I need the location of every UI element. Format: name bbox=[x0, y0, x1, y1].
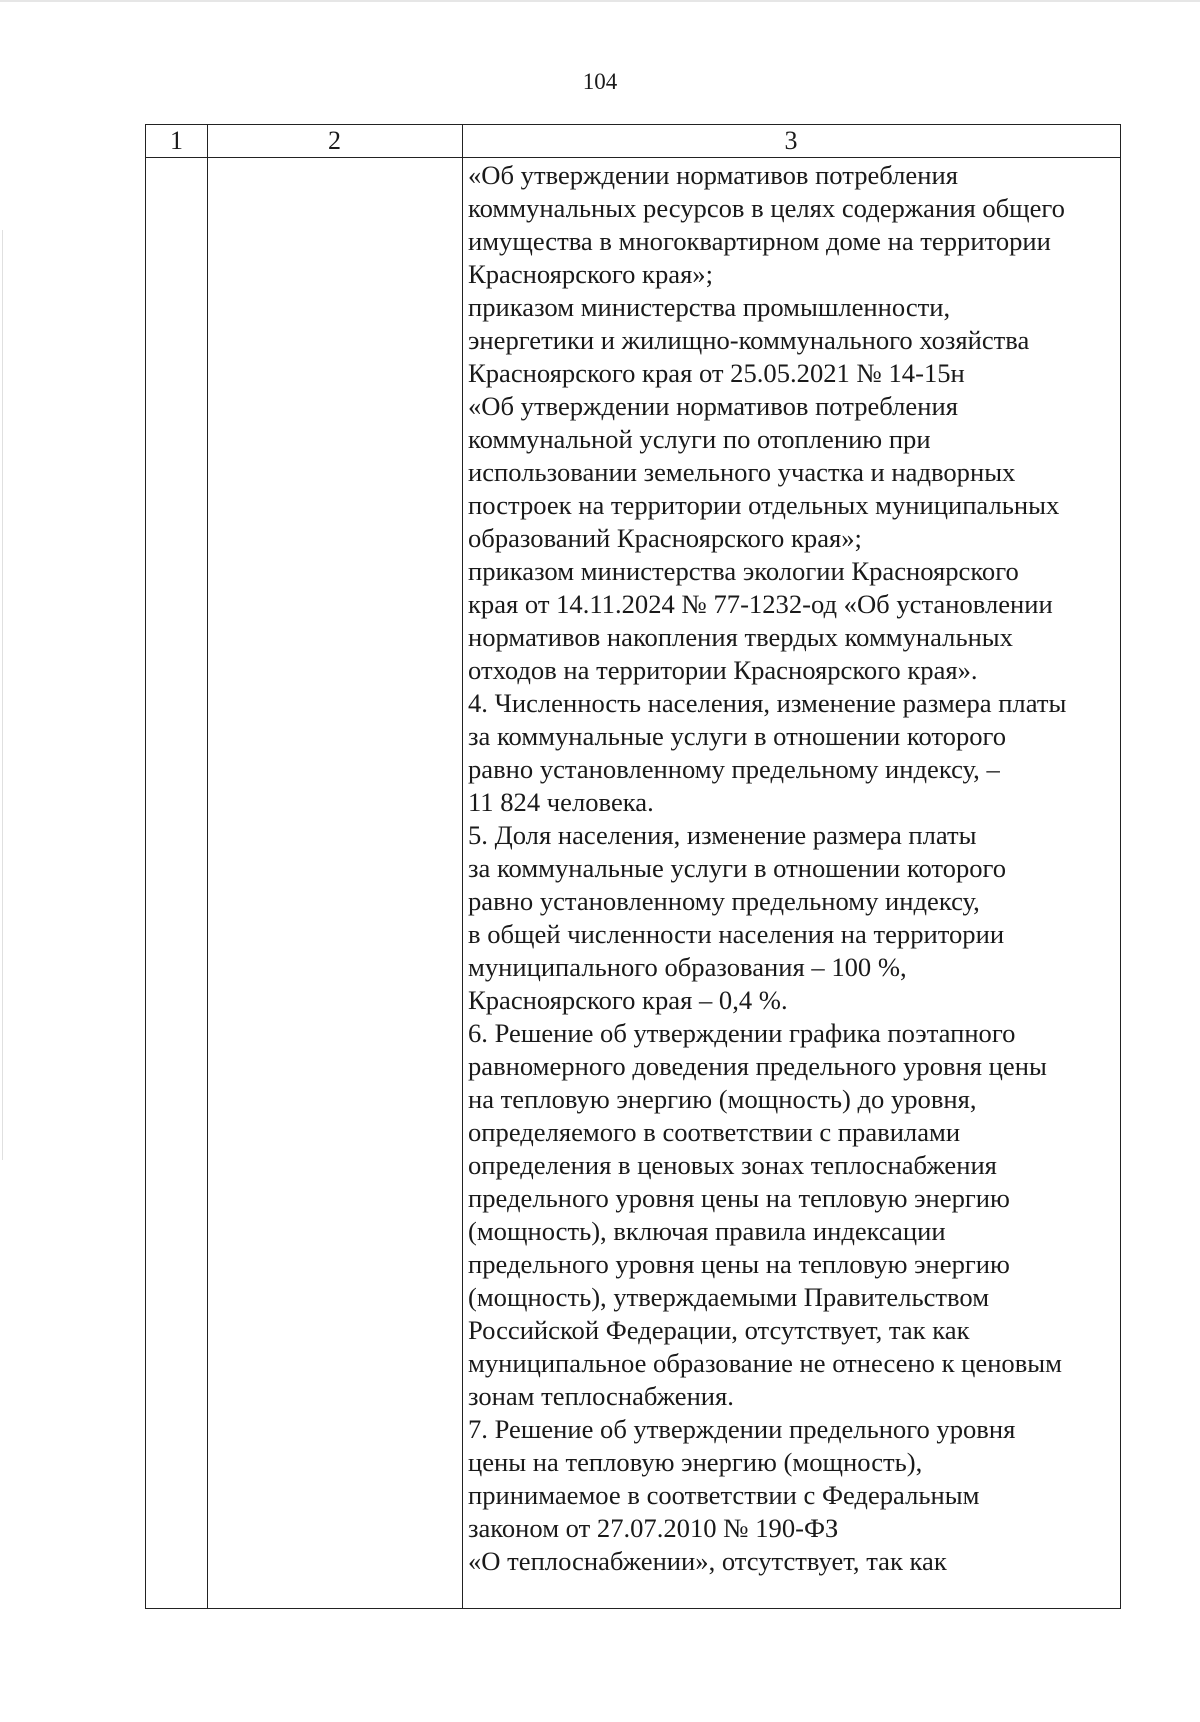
text-line: на тепловую энергию (мощность) до уровня, bbox=[468, 1084, 977, 1114]
column-divider-1 bbox=[207, 125, 208, 1608]
text-line: 5. Доля населения, изменение размера платы bbox=[468, 820, 977, 850]
text-line: Российской Федерации, отсутствует, так как bbox=[468, 1315, 970, 1345]
text-line: отходов на территории Красноярского края». bbox=[468, 655, 978, 685]
text-line: Красноярского края от 25.05.2021 № 14-15н bbox=[468, 358, 965, 388]
scan-edge-top bbox=[0, 0, 1200, 2]
text-line: Красноярского края»; bbox=[468, 259, 713, 289]
text-line: «О теплоснабжении», отсутствует, так как bbox=[468, 1546, 947, 1576]
column-divider-2 bbox=[462, 125, 463, 1608]
text-line: построек на территории отдельных муниципальных bbox=[468, 490, 1060, 520]
text-line: цены на тепловую энергию (мощность), bbox=[468, 1447, 923, 1477]
text-line: края от 14.11.2024 № 77-1232-од «Об установлении bbox=[468, 589, 1053, 619]
text-line: муниципальное образование не отнесено к ценовым bbox=[468, 1348, 1062, 1378]
text-line: приказом министерства промышленности, bbox=[468, 292, 951, 322]
text-line: энергетики и жилищно-коммунального хозяйства bbox=[468, 325, 1030, 355]
document-table bbox=[145, 124, 1121, 1609]
text-line: 6. Решение об утверждении графика поэтапного bbox=[468, 1018, 1016, 1048]
text-line: зонам теплоснабжения. bbox=[468, 1381, 734, 1411]
column-3-text bbox=[468, 159, 1120, 1578]
text-line: нормативов накопления твердых коммунальных bbox=[468, 622, 1013, 652]
text-line: (мощность), утверждаемыми Правительством bbox=[468, 1282, 990, 1312]
text-line: определения в ценовых зонах теплоснабжения bbox=[468, 1150, 997, 1180]
text-line: муниципального образования – 100 %, bbox=[468, 952, 907, 982]
text-line: «Об утверждении нормативов потребления bbox=[468, 160, 958, 190]
text-line: «Об утверждении нормативов потребления bbox=[468, 391, 958, 421]
page-number: 104 bbox=[582, 69, 618, 94]
text-line: равномерного доведения предельного уровня цены bbox=[468, 1051, 1047, 1081]
text-line: коммунальной услуги по отоплению при bbox=[468, 424, 931, 454]
column-header-1: 1 bbox=[170, 126, 183, 155]
text-line: Красноярского края – 0,4 %. bbox=[468, 985, 788, 1015]
header-row-divider bbox=[146, 157, 1120, 158]
text-line: предельного уровня цены на тепловую энергию bbox=[468, 1249, 1010, 1279]
text-line: предельного уровня цены на тепловую энергию bbox=[468, 1183, 1010, 1213]
text-line: определяемого в соответствии с правилами bbox=[468, 1117, 961, 1147]
text-line: 7. Решение об утверждении предельного уровня bbox=[468, 1414, 1016, 1444]
text-line: 11 824 человека. bbox=[468, 787, 654, 817]
text-line: в общей численности населения на территории bbox=[468, 919, 1005, 949]
column-header-3: 3 bbox=[784, 126, 798, 155]
column-header-2: 2 bbox=[328, 126, 341, 155]
scan-edge-left bbox=[2, 230, 3, 1160]
text-line: приказом министерства экологии Красноярского bbox=[468, 556, 1019, 586]
text-line: равно установленному предельному индексу, bbox=[468, 886, 980, 916]
text-line: имущества в многоквартирном доме на территории bbox=[468, 226, 1051, 256]
text-line: законом от 27.07.2010 № 190-ФЗ bbox=[468, 1513, 839, 1543]
text-line: (мощность), включая правила индексации bbox=[468, 1216, 946, 1246]
text-line: использовании земельного участка и надворных bbox=[468, 457, 1016, 487]
text-line: за коммунальные услуги в отношении которого bbox=[468, 721, 1007, 751]
text-line: 4. Численность населения, изменение размера платы bbox=[468, 688, 1067, 718]
text-line: принимаемое в соответствии с Федеральным bbox=[468, 1480, 980, 1510]
text-line: равно установленному предельному индексу, – bbox=[468, 754, 1000, 784]
text-line: коммунальных ресурсов в целях содержания общего bbox=[468, 193, 1065, 223]
text-line: за коммунальные услуги в отношении которого bbox=[468, 853, 1007, 883]
text-line: образований Красноярского края»; bbox=[468, 523, 862, 553]
